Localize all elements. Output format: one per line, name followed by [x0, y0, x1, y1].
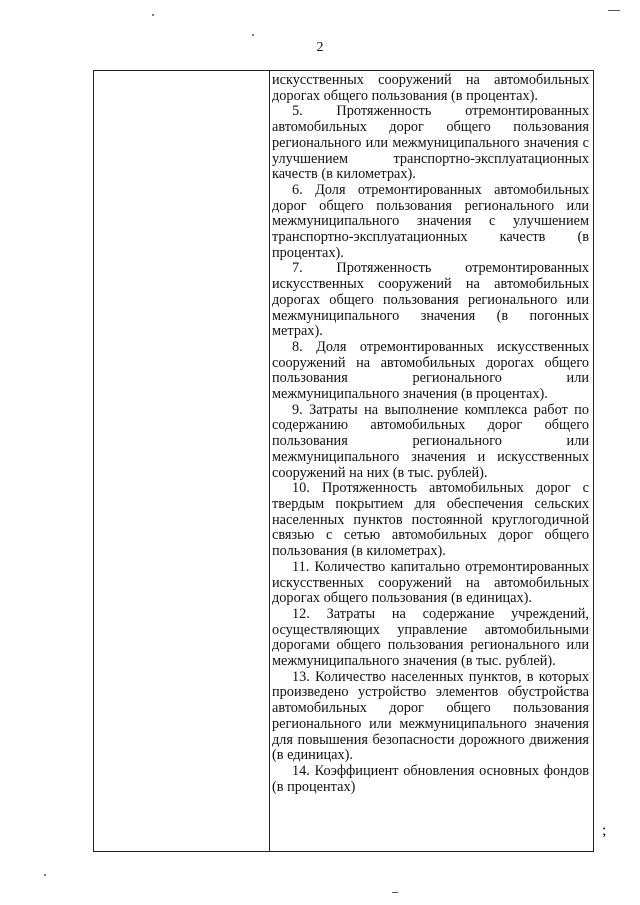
table-right-cell — [272, 73, 589, 795]
indicator-item-14: 14. Коэффициент обновления основных фондов (в процентах) — [272, 762, 589, 795]
indicator-item-9: 9. Затраты на выполнение комплекса работ по содержанию автомобильных дорог общего пользования регионального или межмуниципального значения и искусственных сооружений на них (в тыс. рублей). — [272, 401, 589, 481]
indicator-item-13: 13. Количество населенных пунктов, в которых произведено устройство элементов обустройства автомобильных дорог общего пользования регионального или межмуниципального значения для повышения безопасности дорожного движения (в единицах). — [272, 668, 589, 764]
table-left-cell — [94, 71, 270, 851]
margin-mark: ; — [602, 822, 607, 839]
page-number: 2 — [316, 40, 324, 55]
indicator-item-7: 7. Протяженность отремонтированных искусственных сооружений на автомобильных дорогах общего пользования регионального или межмуниципального значения (в погонных метрах). — [272, 260, 589, 340]
indicator-item-8: 8. Доля отремонтированных искусственных сооружений на автомобильных дорогах общего пользования регионального или межмуниципального значения (в процентах). — [272, 338, 589, 403]
indicator-item-11: 11. Количество капитально отремонтированных искусственных сооружений на автомобильных дорогах общего пользования (в единицах). — [272, 558, 589, 607]
scan-speck — [608, 10, 620, 11]
scan-speck — [392, 892, 398, 893]
scan-speck — [152, 14, 154, 16]
continued-text: искусственных сооружений на автомобильных дорогах общего пользования (в процентах). — [272, 72, 589, 104]
scan-speck — [44, 874, 46, 876]
scan-speck — [252, 34, 254, 36]
indicators-table — [93, 70, 594, 852]
indicator-item-6: 6. Доля отремонтированных автомобильных дорог общего пользования регионального или межмуниципального значения с улучшением транспортно-эксплуатационных качеств (в процентах). — [272, 181, 589, 261]
indicator-item-10: 10. Протяженность автомобильных дорог с твердым покрытием для обеспечения сельских населенных пунктов постоянной круглогодичной связью с сетью автомобильных дорог общего пользования (в километрах). — [272, 480, 589, 560]
indicator-item-5: 5. Протяженность отремонтированных автомобильных дорог общего пользования регионального или межмуниципального значения с улучшением транспортно-эксплуатационных качеств (в километрах). — [272, 103, 589, 183]
indicator-item-12: 12. Затраты на содержание учреждений, осуществляющих управление автомобильными дорогами общего пользования регионального или межмуниципального значения (в тыс. рублей). — [272, 605, 589, 670]
